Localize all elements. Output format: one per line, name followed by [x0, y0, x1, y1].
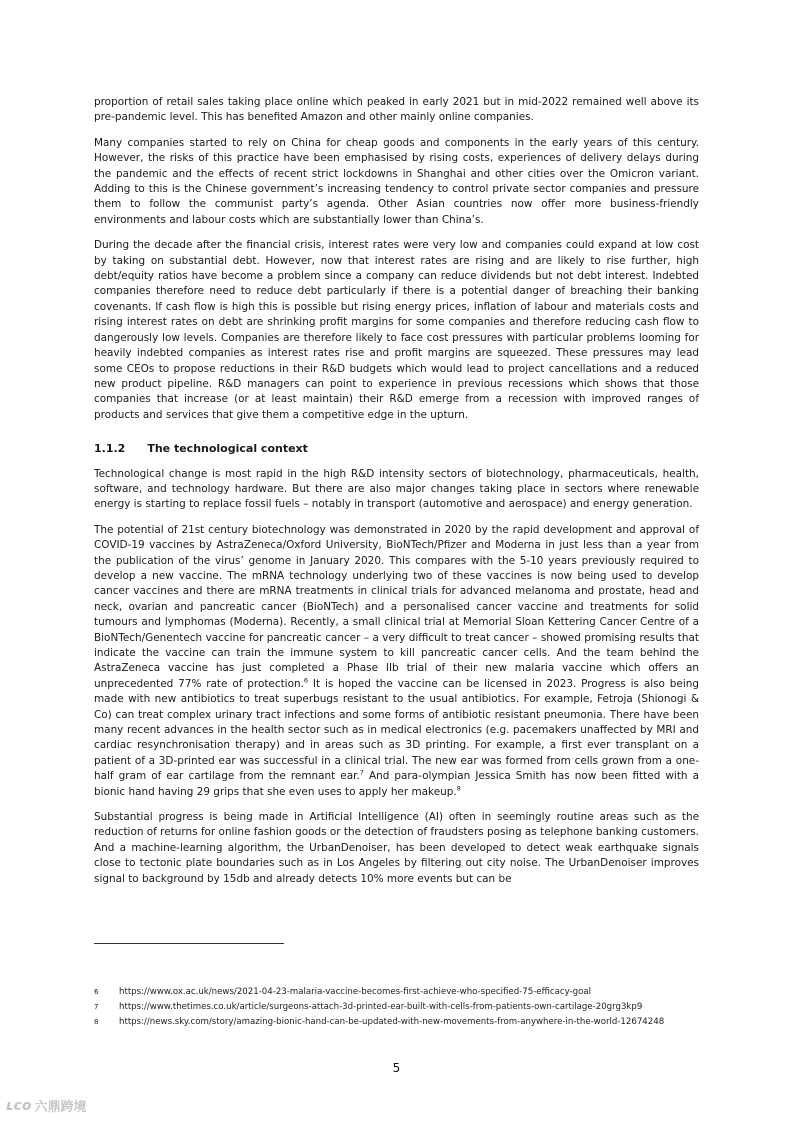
watermark-text: 六鼎跨境 — [34, 1100, 87, 1115]
footnote-ref-6[interactable]: 6 — [303, 676, 309, 685]
footnote-item — [94, 1000, 714, 1015]
paragraph-biotechnology — [94, 523, 699, 800]
footnote-number: 7 — [94, 1003, 99, 1011]
footnote-link[interactable]: https://www.thetimes.co.uk/article/surgeons-attach-3d-printed-ear-built-with-cells-from-patients-own-cartilage-20grg3kp9 — [119, 1002, 643, 1012]
footnote-link[interactable]: https://www.ox.ac.uk/news/2021-04-23-malaria-vaccine-becomes-first-achieve-who-specified-75-efficacy-goal — [119, 987, 592, 997]
footnote-ref-7[interactable]: 7 — [359, 768, 364, 777]
paragraph-retail: proportion of retail sales taking place online which peaked in early 2021 but in mid-2022 remained well above its pre-pandemic level. This has benefited Amazon and other mainly online companies. — [94, 96, 699, 124]
body-text — [94, 95, 699, 897]
footnote-number: 8 — [94, 1018, 99, 1026]
footnotes — [94, 985, 714, 1030]
footnote-item — [94, 1015, 714, 1030]
footnote-link[interactable]: https://news.sky.com/story/amazing-bionic-hand-can-be-updated-with-new-movements-from-anywhere-in-the-world-12674248 — [119, 1017, 665, 1027]
footnote-item — [94, 985, 714, 1000]
paragraph-technological-change: Technological change is most rapid in the high R&D intensity sectors of biotechnology, pharmaceuticals, health, software, and technology hardware. But there are also major changes taking place in sectors where renewable energy is starting to replace fossil fuels – notably in transport (automotive and aerospace) and energy generation. — [94, 467, 699, 511]
section-title: The technological context — [147, 442, 308, 456]
paragraph-ai: Substantial progress is being made in Artificial Intelligence (AI) often in seemingly routine areas such as the reduction of returns for online fashion goods or the detection of fraudsters posing as telephone banking customers. And a machine-learning algorithm, the UrbanDenoiser, has been developed to detect weak earthquake signals close to tectonic plate boundaries such as in Los Angeles by filtering out city noise. The UrbanDenoiser improves signal to background by 15db and already detects 10% more events but can be — [94, 811, 699, 885]
footnote-number: 6 — [94, 988, 99, 996]
section-number: 1.1.2 — [94, 442, 126, 456]
paragraph-interest-rates: During the decade after the financial crisis, interest rates were very low and companies could expand at low cost by taking on substantial debt. However, now that interest rates are rising and are likely to rise further, high debt/equity ratios have become a problem since a company can reduce dividends but not debt interest. Indebted companies therefore need to reduce debt particularly if there is a potential danger of breaching their banking covenants. If cash flow is high this is possible but rising energy prices, inflation of labour and materials costs and rising interest rates on debt are shrinking profit margins for some companies and therefore reducing cash flow to dangerously low levels. Companies are therefore likely to face cost pressures with particular problems looming for heavily indebted companies as interest rates rise and profit margins are squeezed. These pressures may lead some CEOs to propose reductions in their R&D budgets which would lead to project cancellations and a reduced new product pipeline. R&D managers can point to experience in previous recessions which shows that those companies that increase (or at least maintain) their R&D emerge from a recession with improved ranges of products and services that give them a competitive edge in the upturn. — [94, 239, 699, 421]
paragraph-china: Many companies started to rely on China for cheap goods and components in the early years of this century. However, the risks of this practice have been emphasised by rising costs, experiences of delivery delays during the pandemic and the effects of recent strict lockdowns in Shanghai and other cities over the Omicron variant. Adding to this is the Chinese government’s increasing tendency to control private sector companies and pressure them to follow the communist party’s agenda. Other Asian countries now offer more business-friendly environments and labour costs which are substantially lower than China’s. — [94, 136, 699, 226]
section-heading — [94, 441, 699, 456]
watermark — [6, 1096, 86, 1115]
footnote-ref-8[interactable]: 8 — [456, 784, 461, 793]
footnote-divider — [94, 943, 284, 944]
paragraph-biotechnology-part2: It is hoped the vaccine can be licensed in 2023. Progress is also being made with new antibiotics to treat superbugs resistant to the usual antibiotics. For example, Fetroja (Shionogi & Co) can treat complex urinary tract infections and some forms of antibiotic resistant pneumonia. There have been many recent advances in the health sector such as in medical electronics (e.g. pacemakers unaffected by MRI and cardiac resynchronisation therapy) and in areas such as 3D printing. For example, a first ever transplant on a patient of a 3D-printed ear was successful in a clinical trial. The new ear was formed from cells grown from a one-half gram of ear cartilage from the remnant ear. — [94, 677, 699, 783]
paragraph-biotechnology-part3: And para-olympian Jessica Smith has now been fitted with a bionic hand having 29 grips that she even uses to apply her makeup. — [94, 770, 699, 798]
page-number: 5 — [392, 1061, 401, 1075]
paragraph-biotechnology-part1: The potential of 21st century biotechnology was demonstrated in 2020 by the rapid development and approval of COVID-19 vaccines by AstraZeneca/Oxford University, BioNTech/Pfizer and Moderna in just less than a year from the publication of the virus’ genome in January 2020. This compares with the 5-10 years previously required to develop a new vaccine. The mRNA technology underlying two of these vaccines is now being used to develop cancer vaccines and there are mRNA treatments in clinical trials for advanced melanoma and prostate, head and neck, ovarian and pancreatic cancer (BioNTech) and a personalised cancer vaccine and treatments for solid tumours and lymphomas (Moderna). Recently, a small clinical trial at Memorial Sloan Kettering Cancer Centre of a BioNTech/Genentech vaccine for pancreatic cancer – a very difficult to treat cancer – showed promising results that indicate the vaccine can train the immune system to kill pancreatic cancer cells. And the team behind the AstraZeneca vaccine has just completed a Phase IIb trial of their new malaria vaccine which offers an unprecedented 77% rate of protection. — [94, 523, 699, 690]
watermark-logo-icon: ʟco — [6, 1097, 32, 1114]
